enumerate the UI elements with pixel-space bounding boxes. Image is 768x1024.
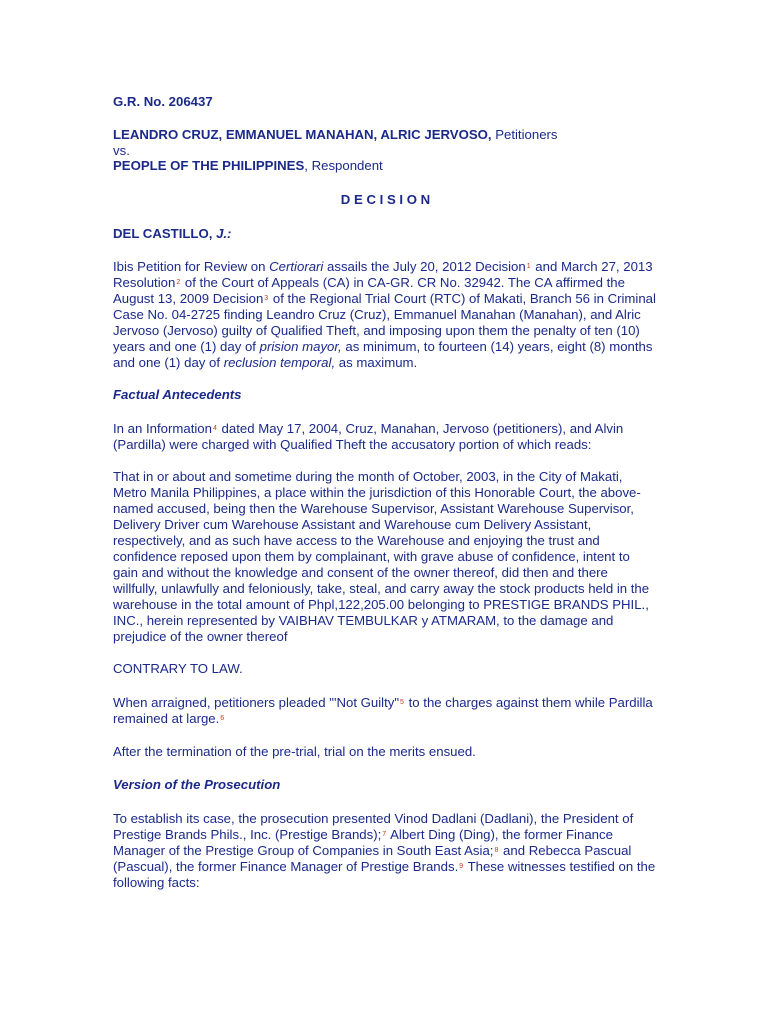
justice-line bbox=[113, 226, 658, 242]
para5-line3: Manager of the Prestige Group of Companies in South East Asia;$^8$ and Rebecca Pascual bbox=[113, 843, 632, 858]
quote-line: Metro Manila Philippines, a place within the jurisdiction of this Honorable Court, the above- bbox=[113, 485, 641, 500]
petitioners-names: LEANDRO CRUZ, EMMANUEL MANAHAN, ALRIC JERVOSO, bbox=[113, 127, 492, 142]
footnote-mark[interactable]: 3 bbox=[264, 295, 269, 302]
para1-line7: and one (1) day of reclusion temporal, as maximum. bbox=[113, 355, 418, 370]
para5-line2: Prestige Brands Phils., Inc. (Prestige Brands);$^7$ Albert Ding (Ding), the former Finance bbox=[113, 827, 613, 842]
paragraph-information bbox=[113, 421, 658, 453]
justice-title: J.: bbox=[216, 226, 232, 241]
paragraph-trial: After the termination of the pre-trial, trial on the merits ensued. bbox=[113, 744, 476, 759]
para5-line4: (Pascual), the former Finance Manager of Prestige Brands.$^9$ These witnesses testified on the bbox=[113, 859, 656, 874]
quote-line: That in or about and sometime during the month of October, 2003, in the City of Makati, bbox=[113, 469, 623, 484]
para5-line5: following facts: bbox=[113, 875, 200, 890]
heading-prosecution: Version of the Prosecution bbox=[113, 777, 281, 792]
para3-line1: When arraigned, petitioners pleaded "'Not Guilty"$^5$ to the charges against them while Pardilla bbox=[113, 695, 653, 710]
respondent-label: , Respondent bbox=[304, 158, 383, 173]
para3-line2: remained at large.$^6$ bbox=[113, 711, 225, 726]
para1-line5: Jervoso (Jervoso) guilty of Qualified Theft, and imposing upon them the penalty of ten (10) bbox=[113, 323, 640, 338]
para1-line4: Case No. 04-2725 finding Leandro Cruz (Cruz), Emmanuel Manahan (Manahan), and Alric bbox=[113, 307, 641, 322]
paragraph-petition bbox=[113, 259, 658, 371]
contrary-to-law: CONTRARY TO LAW. bbox=[113, 661, 243, 676]
footnote-mark[interactable]: 7 bbox=[382, 831, 387, 838]
para1-line2: Resolution$^2$ of the Court of Appeals (CA) in CA-GR. CR No. 32942. The CA affirmed the bbox=[113, 275, 625, 290]
quote-line: prejudice of the owner thereof bbox=[113, 629, 288, 644]
quote-line: willfully, unlawfully and feloniously, take, steal, and carry away the stock products held in the bbox=[113, 581, 650, 596]
para1-line3: August 13, 2009 Decision$^3$ of the Regional Trial Court (RTC) of Makati, Branch 56 in Criminal bbox=[113, 291, 656, 306]
quote-line: confidence reposed upon them by complainant, with grave abuse of confidence, intent to bbox=[113, 549, 630, 564]
para1-line1: Ibis Petition for Review on Certiorari assails the July 20, 2012 Decision$^1$ and March 27, 2013 bbox=[113, 259, 653, 274]
para2-line2: (Pardilla) were charged with Qualified Theft the accusatory portion of which reads: bbox=[113, 437, 592, 452]
case-number: G.R. No. 206437 bbox=[113, 94, 213, 109]
quote-line: warehouse in the total amount of Phpl,122,205.00 belonging to PRESTIGE BRANDS PHIL., bbox=[113, 597, 649, 612]
quote-line: gain and without the knowledge and consent of the owner thereof, did then and there bbox=[113, 565, 608, 580]
footnote-mark[interactable]: 4 bbox=[212, 425, 217, 432]
respondent-name: PEOPLE OF THE PHILIPPINES bbox=[113, 158, 305, 173]
information-quote bbox=[113, 469, 658, 645]
quote-line: respectively, and as such have access to the Warehouse and enjoying the trust and bbox=[113, 533, 600, 548]
versus: vs. bbox=[113, 143, 130, 158]
respondent-line bbox=[113, 158, 658, 174]
para1-line6: years and one (1) day of prision mayor, as minimum, to fourteen (14) years, eight (8) months bbox=[113, 339, 653, 354]
footnote-mark[interactable]: 6 bbox=[220, 715, 225, 722]
petitioners-label: Petitioners bbox=[491, 127, 558, 142]
quote-line: INC., herein represented by VAIBHAV TEMBULKAR y ATMARAM, to the damage and bbox=[113, 613, 614, 628]
quote-line: Delivery Driver cum Warehouse Assistant and Warehouse cum Delivery Assistant, bbox=[113, 517, 592, 532]
footnote-mark[interactable]: 9 bbox=[459, 863, 464, 870]
para2-line1: In an Information$^4$ dated May 17, 2004, Cruz, Manahan, Jervoso (petitioners), and Alvin bbox=[113, 421, 624, 436]
paragraph-arraignment bbox=[113, 695, 658, 727]
footnote-mark[interactable]: 8 bbox=[494, 847, 499, 854]
para5-line1: To establish its case, the prosecution presented Vinod Dadlani (Dadlani), the President of bbox=[113, 811, 634, 826]
footnote-mark[interactable]: 2 bbox=[176, 279, 181, 286]
decision-title: D E C I S I O N bbox=[340, 192, 431, 207]
footnote-mark[interactable]: 5 bbox=[400, 699, 404, 706]
footnote-mark[interactable]: 1 bbox=[526, 263, 531, 270]
justice-name: DEL CASTILLO, bbox=[113, 226, 217, 241]
paragraph-prosecution-witnesses bbox=[113, 811, 658, 891]
petitioners-line bbox=[113, 127, 658, 143]
heading-factual-antecedents: Factual Antecedents bbox=[113, 387, 242, 402]
quote-line: named accused, being then the Warehouse Supervisor, Assistant Warehouse Supervisor, bbox=[113, 501, 634, 516]
